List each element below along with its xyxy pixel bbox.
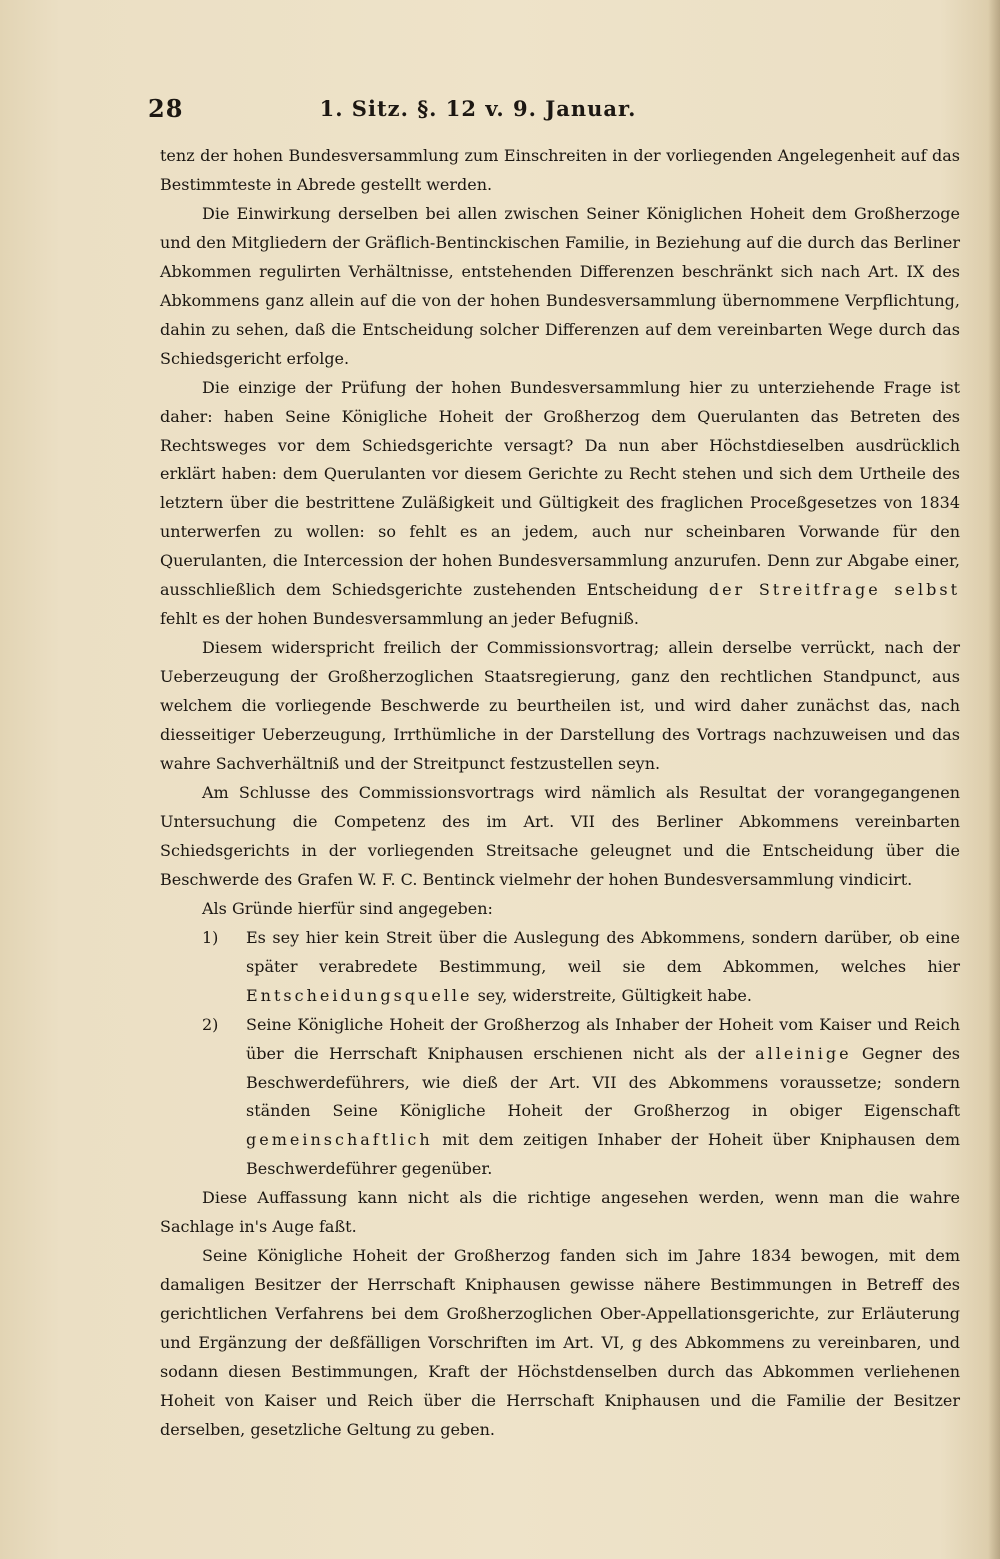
list-item-2-text-c: mit dem zeitigen Inhaber der Hoheit über Kniphausen dem Beschwerdeführer gegenüber. xyxy=(246,1130,960,1179)
paragraph-4: Diesem widerspricht freilich der Commissionsvortrag; allein derselbe verrückt, nach der Ueberzeugung der Großherzoglichen Staatsregierung, ganz den rechtlichen Standpunct, aus welchem die vorliegende Beschwerde zu beurtheilen ist, und wird daher zunächst das, nach diesseitiger Ueberzeugung, Irrthümliche in der Darstellung des Vortrags nachzuweisen und das wahre Sachverhältniß und der Streitpunct festzustellen seyn. xyxy=(160,638,960,774)
paragraph-7: Diese Auffassung kann nicht als die richtige angesehen werden, wenn man die wahre Sachlage in's Auge faßt. xyxy=(160,1188,960,1237)
list-item-1-number: 1) xyxy=(202,927,219,947)
page-number: 28 xyxy=(148,94,184,123)
list-item-1-text xyxy=(246,924,960,1011)
body-text xyxy=(160,142,960,1445)
list-item-1 xyxy=(160,924,960,1011)
list-item-2-text-a: Seine Königliche Hoheit der Großherzog als Inhaber der Hoheit vom Kaiser und Reich über die Herrschaft Kniphausen erschienen nicht als der xyxy=(246,1014,960,1063)
paragraph-6: Als Gründe hierfür sind angegeben: xyxy=(202,898,493,918)
paragraph-3 xyxy=(160,374,960,635)
paragraph-8: Seine Königliche Hoheit der Großherzog fanden sich im Jahre 1834 bewogen, mit dem damaligen Besitzer der Herrschaft Kniphausen gewisse nähere Bestimmungen in Betreff des gerichtlichen Verfahrens bei dem Großherzoglichen Ober-Appellationsgerichte, zur Erläuterung und Ergänzung der deßfälligen Vorschriften im Art. VI, g des Abkommens zu vereinbaren, und sodann diesen Bestimmungen, Kraft der Höchstdenselben durch das Abkommen verliehenen Hoheit von Kaiser und Reich über die Herrschaft Kniphausen und die Familie der Besitzer derselben, gesetzliche Geltung zu geben. xyxy=(160,1246,960,1439)
list-item-2-text xyxy=(246,1011,960,1185)
paragraph-1: tenz der hohen Bundesversammlung zum Einschreiten in der vorliegenden Angelegenheit auf das Bestimmteste in Abrede gestellt werden. xyxy=(160,146,960,194)
list-item-2-spaced-2: gemeinschaftlich xyxy=(246,1130,433,1150)
page-header xyxy=(148,94,808,134)
paragraph-3-end: fehlt es der hohen Bundesversammlung an jeder Befugniß. xyxy=(160,609,639,629)
list-item-2-number: 2) xyxy=(202,1014,219,1034)
list-item-1-text-b: sey, widerstreite, Gültigkeit habe. xyxy=(477,985,752,1005)
list-item-2 xyxy=(160,1011,960,1185)
paragraph-5: Am Schlusse des Commissionsvortrags wird nämlich als Resultat der vorangegangenen Untersuchung die Competenz des im Art. VII des Berliner Abkommens vereinbarten Schiedsgerichts in der vorliegenden Streitsache geleugnet und die Entscheidung über die Beschwerde des Grafen W. F. C. Bentinck vielmehr der hohen Bundesversammlung vindicirt. xyxy=(160,782,960,889)
paragraph-3-spaced: der Streitfrage selbst xyxy=(708,580,961,600)
list-item-1-spaced: Entscheidungsquelle xyxy=(246,985,473,1005)
page-edge-shadow xyxy=(988,0,1000,1559)
paragraph-2: Die Einwirkung derselben bei allen zwischen Seiner Königlichen Hoheit dem Großherzoge und den Mitgliedern der Gräflich-Bentinckischen Familie, in Beziehung auf die durch das Berliner Abkommen regulirten Verhältnisse, entstehenden Differenzen beschränkt sich nach Art. IX des Abkommens ganz allein auf die von der hohen Bundesversammlung übernommene Verpflichtung, dahin zu sehen, daß die Entscheidung solcher Differenzen auf dem vereinbarten Wege durch das Schiedsgericht erfolge. xyxy=(160,203,960,368)
list-item-2-text-b: Gegner des Beschwerdeführers, wie dieß der Art. VII des Abkommens voraussetze; sondern ständen Seine Königliche Hoheit der Großherzog in obiger Eigenschaft xyxy=(246,1043,961,1121)
paragraph-3-text: Die einzige der Prüfung der hohen Bundesversammlung hier zu unterziehende Frage ist daher: haben Seine Königliche Hoheit der Großherzog dem Querulanten das Betreten des Rechtsweges vor dem Schiedsgerichte versagt? Da nun aber Höchstdieselben ausdrücklich erklärt haben: dem Querulanten vor diesem Gerichte zu Recht stehen und sich dem Urtheile des letztern über die bestrittene Zuläßigkeit und Gültigkeit des fraglichen Proceßgesetzes von 1834 unterwerfen zu wollen: so fehlt es an jedem, auch nur scheinbaren Vorwande für den Querulanten, die Intercession der hohen Bundesversammlung anzurufen. Denn zur Abgabe einer, ausschließlich dem Schiedsgerichte zustehenden Entscheidung xyxy=(160,377,960,600)
list-item-1-text-a: Es sey hier kein Streit über die Auslegung des Abkommens, sondern darüber, ob eine später verabredete Bestimmung, weil sie dem Abkommen, welches hier xyxy=(246,927,960,976)
list-item-2-spaced-1: alleinige xyxy=(755,1043,852,1063)
running-head: 1. Sitz. §. 12 v. 9. Januar. xyxy=(319,96,637,121)
